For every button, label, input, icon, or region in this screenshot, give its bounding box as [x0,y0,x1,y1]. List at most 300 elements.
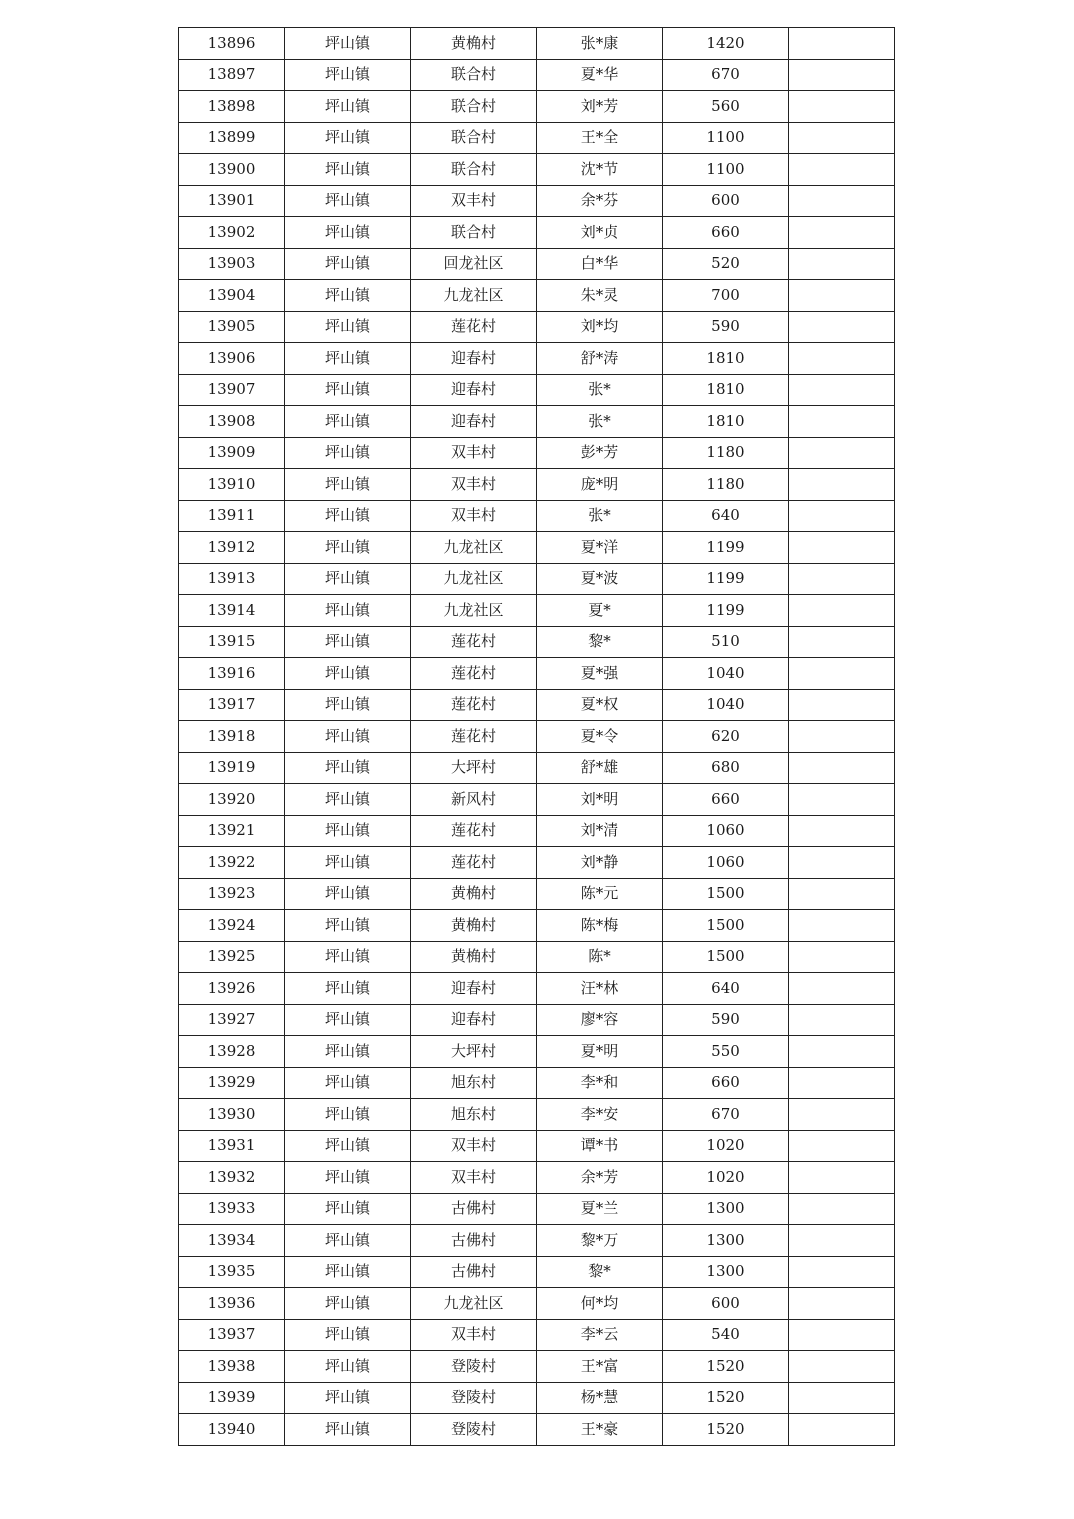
serial-number-cell: 13938 [179,1351,285,1383]
village-cell: 古佛村 [411,1225,537,1257]
name-cell: 刘*贞 [537,217,663,249]
town-cell: 坪山镇 [285,658,411,690]
table-row [179,1288,895,1320]
town-cell: 坪山镇 [285,1319,411,1351]
table-row [179,563,895,595]
table-row [179,1225,895,1257]
town-cell: 坪山镇 [285,280,411,312]
village-cell: 九龙社区 [411,1288,537,1320]
serial-number-cell: 13940 [179,1414,285,1446]
amount-cell: 1300 [663,1256,789,1288]
serial-number-cell: 13915 [179,626,285,658]
name-cell: 张*康 [537,28,663,60]
village-cell: 黄桷村 [411,941,537,973]
town-cell: 坪山镇 [285,500,411,532]
amount-cell: 590 [663,1004,789,1036]
table-row [179,1319,895,1351]
serial-number-cell: 13912 [179,532,285,564]
village-cell: 双丰村 [411,1162,537,1194]
amount-cell: 590 [663,311,789,343]
table-row [179,185,895,217]
name-cell: 彭*芳 [537,437,663,469]
name-cell: 刘*明 [537,784,663,816]
note-cell [789,752,895,784]
amount-cell: 1060 [663,815,789,847]
town-cell: 坪山镇 [285,91,411,123]
town-cell: 坪山镇 [285,1162,411,1194]
town-cell: 坪山镇 [285,1225,411,1257]
note-cell [789,941,895,973]
table-row [179,311,895,343]
serial-number-cell: 13921 [179,815,285,847]
note-cell [789,1099,895,1131]
table-row [179,973,895,1005]
amount-cell: 1520 [663,1382,789,1414]
town-cell: 坪山镇 [285,1351,411,1383]
table-row [179,1256,895,1288]
amount-cell: 550 [663,1036,789,1068]
serial-number-cell: 13908 [179,406,285,438]
village-cell: 联合村 [411,217,537,249]
table-row [179,878,895,910]
serial-number-cell: 13926 [179,973,285,1005]
table-row [179,815,895,847]
table-row [179,469,895,501]
serial-number-cell: 13919 [179,752,285,784]
village-cell: 九龙社区 [411,280,537,312]
serial-number-cell: 13907 [179,374,285,406]
name-cell: 陈*元 [537,878,663,910]
town-cell: 坪山镇 [285,689,411,721]
serial-number-cell: 13928 [179,1036,285,1068]
town-cell: 坪山镇 [285,217,411,249]
note-cell [789,658,895,690]
amount-cell: 1060 [663,847,789,879]
serial-number-cell: 13898 [179,91,285,123]
town-cell: 坪山镇 [285,1099,411,1131]
table-row [179,406,895,438]
table-row [179,217,895,249]
serial-number-cell: 13904 [179,280,285,312]
table-row [179,847,895,879]
note-cell [789,437,895,469]
serial-number-cell: 13922 [179,847,285,879]
serial-number-cell: 13927 [179,1004,285,1036]
amount-cell: 1020 [663,1162,789,1194]
note-cell [789,500,895,532]
town-cell: 坪山镇 [285,374,411,406]
table-row [179,1162,895,1194]
name-cell: 黎* [537,1256,663,1288]
serial-number-cell: 13897 [179,59,285,91]
note-cell [789,626,895,658]
town-cell: 坪山镇 [285,626,411,658]
table-row [179,941,895,973]
name-cell: 刘*芳 [537,91,663,123]
table-row [179,595,895,627]
amount-cell: 1199 [663,595,789,627]
village-cell: 古佛村 [411,1256,537,1288]
table-row [179,1130,895,1162]
village-cell: 九龙社区 [411,595,537,627]
village-cell: 九龙社区 [411,532,537,564]
serial-number-cell: 13923 [179,878,285,910]
name-cell: 夏*兰 [537,1193,663,1225]
village-cell: 登陵村 [411,1382,537,1414]
note-cell [789,563,895,595]
amount-cell: 620 [663,721,789,753]
serial-number-cell: 13934 [179,1225,285,1257]
town-cell: 坪山镇 [285,122,411,154]
table-row [179,280,895,312]
note-cell [789,217,895,249]
town-cell: 坪山镇 [285,847,411,879]
note-cell [789,784,895,816]
name-cell: 夏*华 [537,59,663,91]
town-cell: 坪山镇 [285,185,411,217]
village-cell: 新风村 [411,784,537,816]
note-cell [789,1414,895,1446]
serial-number-cell: 13933 [179,1193,285,1225]
table-row [179,1004,895,1036]
name-cell: 张* [537,406,663,438]
note-cell [789,1351,895,1383]
town-cell: 坪山镇 [285,973,411,1005]
note-cell [789,280,895,312]
name-cell: 陈*梅 [537,910,663,942]
town-cell: 坪山镇 [285,248,411,280]
serial-number-cell: 13903 [179,248,285,280]
note-cell [789,1288,895,1320]
town-cell: 坪山镇 [285,437,411,469]
town-cell: 坪山镇 [285,910,411,942]
town-cell: 坪山镇 [285,469,411,501]
village-cell: 莲花村 [411,689,537,721]
name-cell: 余*芳 [537,1162,663,1194]
note-cell [789,1256,895,1288]
village-cell: 黄桷村 [411,878,537,910]
town-cell: 坪山镇 [285,154,411,186]
town-cell: 坪山镇 [285,1193,411,1225]
village-cell: 联合村 [411,59,537,91]
serial-number-cell: 13936 [179,1288,285,1320]
serial-number-cell: 13909 [179,437,285,469]
note-cell [789,1225,895,1257]
amount-cell: 1100 [663,154,789,186]
town-cell: 坪山镇 [285,721,411,753]
table-row [179,1099,895,1131]
name-cell: 夏*令 [537,721,663,753]
table-row [179,752,895,784]
village-cell: 莲花村 [411,847,537,879]
serial-number-cell: 13910 [179,469,285,501]
serial-number-cell: 13939 [179,1382,285,1414]
village-cell: 迎春村 [411,406,537,438]
amount-cell: 1500 [663,910,789,942]
note-cell [789,910,895,942]
town-cell: 坪山镇 [285,784,411,816]
amount-cell: 520 [663,248,789,280]
subsidy-table [178,27,895,1446]
village-cell: 莲花村 [411,311,537,343]
table-row [179,437,895,469]
name-cell: 白*华 [537,248,663,280]
amount-cell: 600 [663,1288,789,1320]
name-cell: 张* [537,374,663,406]
table-row [179,689,895,721]
town-cell: 坪山镇 [285,59,411,91]
village-cell: 莲花村 [411,626,537,658]
town-cell: 坪山镇 [285,815,411,847]
name-cell: 沈*节 [537,154,663,186]
serial-number-cell: 13935 [179,1256,285,1288]
amount-cell: 1500 [663,941,789,973]
amount-cell: 1100 [663,122,789,154]
town-cell: 坪山镇 [285,878,411,910]
town-cell: 坪山镇 [285,1288,411,1320]
note-cell [789,122,895,154]
town-cell: 坪山镇 [285,1414,411,1446]
amount-cell: 1199 [663,532,789,564]
name-cell: 张* [537,500,663,532]
village-cell: 双丰村 [411,500,537,532]
note-cell [789,1036,895,1068]
amount-cell: 1180 [663,469,789,501]
serial-number-cell: 13901 [179,185,285,217]
village-cell: 古佛村 [411,1193,537,1225]
serial-number-cell: 13905 [179,311,285,343]
table-row [179,154,895,186]
note-cell [789,406,895,438]
table-row [179,343,895,375]
village-cell: 大坪村 [411,752,537,784]
table-row [179,248,895,280]
amount-cell: 1520 [663,1414,789,1446]
name-cell: 余*芬 [537,185,663,217]
amount-cell: 680 [663,752,789,784]
serial-number-cell: 13929 [179,1067,285,1099]
table-row [179,1351,895,1383]
amount-cell: 640 [663,973,789,1005]
amount-cell: 670 [663,1099,789,1131]
serial-number-cell: 13914 [179,595,285,627]
serial-number-cell: 13931 [179,1130,285,1162]
amount-cell: 1020 [663,1130,789,1162]
name-cell: 王*富 [537,1351,663,1383]
note-cell [789,374,895,406]
village-cell: 迎春村 [411,973,537,1005]
name-cell: 舒*雄 [537,752,663,784]
serial-number-cell: 13911 [179,500,285,532]
name-cell: 夏*波 [537,563,663,595]
serial-number-cell: 13937 [179,1319,285,1351]
table-row [179,1036,895,1068]
note-cell [789,28,895,60]
village-cell: 九龙社区 [411,563,537,595]
name-cell: 黎*万 [537,1225,663,1257]
amount-cell: 560 [663,91,789,123]
amount-cell: 1420 [663,28,789,60]
name-cell: 谭*书 [537,1130,663,1162]
name-cell: 王*豪 [537,1414,663,1446]
amount-cell: 600 [663,185,789,217]
serial-number-cell: 13899 [179,122,285,154]
village-cell: 登陵村 [411,1414,537,1446]
name-cell: 汪*林 [537,973,663,1005]
town-cell: 坪山镇 [285,532,411,564]
note-cell [789,815,895,847]
serial-number-cell: 13913 [179,563,285,595]
note-cell [789,1319,895,1351]
table-row [179,1067,895,1099]
name-cell: 夏*明 [537,1036,663,1068]
town-cell: 坪山镇 [285,343,411,375]
serial-number-cell: 13918 [179,721,285,753]
serial-number-cell: 13932 [179,1162,285,1194]
note-cell [789,311,895,343]
town-cell: 坪山镇 [285,1067,411,1099]
village-cell: 双丰村 [411,1319,537,1351]
serial-number-cell: 13896 [179,28,285,60]
serial-number-cell: 13925 [179,941,285,973]
table-row [179,59,895,91]
amount-cell: 1300 [663,1225,789,1257]
village-cell: 大坪村 [411,1036,537,1068]
name-cell: 李*和 [537,1067,663,1099]
note-cell [789,1193,895,1225]
table-row [179,910,895,942]
note-cell [789,1067,895,1099]
note-cell [789,1162,895,1194]
name-cell: 李*云 [537,1319,663,1351]
table-row [179,28,895,60]
village-cell: 迎春村 [411,343,537,375]
note-cell [789,248,895,280]
name-cell: 夏*强 [537,658,663,690]
name-cell: 舒*涛 [537,343,663,375]
village-cell: 双丰村 [411,437,537,469]
table-row [179,721,895,753]
amount-cell: 540 [663,1319,789,1351]
serial-number-cell: 13906 [179,343,285,375]
name-cell: 杨*慧 [537,1382,663,1414]
town-cell: 坪山镇 [285,28,411,60]
serial-number-cell: 13924 [179,910,285,942]
table-row [179,374,895,406]
town-cell: 坪山镇 [285,563,411,595]
town-cell: 坪山镇 [285,1382,411,1414]
table-row [179,626,895,658]
note-cell [789,469,895,501]
name-cell: 夏*权 [537,689,663,721]
serial-number-cell: 13902 [179,217,285,249]
name-cell: 庞*明 [537,469,663,501]
town-cell: 坪山镇 [285,1036,411,1068]
serial-number-cell: 13916 [179,658,285,690]
amount-cell: 660 [663,217,789,249]
amount-cell: 1500 [663,878,789,910]
village-cell: 迎春村 [411,374,537,406]
village-cell: 双丰村 [411,469,537,501]
town-cell: 坪山镇 [285,311,411,343]
note-cell [789,721,895,753]
village-cell: 旭东村 [411,1067,537,1099]
name-cell: 刘*均 [537,311,663,343]
serial-number-cell: 13917 [179,689,285,721]
table-row [179,1414,895,1446]
village-cell: 旭东村 [411,1099,537,1131]
table-row [179,784,895,816]
table-body [179,28,895,1446]
amount-cell: 1520 [663,1351,789,1383]
village-cell: 双丰村 [411,185,537,217]
note-cell [789,532,895,564]
amount-cell: 1040 [663,658,789,690]
table-row [179,500,895,532]
village-cell: 联合村 [411,91,537,123]
village-cell: 双丰村 [411,1130,537,1162]
note-cell [789,59,895,91]
table-row [179,1382,895,1414]
amount-cell: 1810 [663,343,789,375]
serial-number-cell: 13920 [179,784,285,816]
name-cell: 刘*清 [537,815,663,847]
table-row [179,91,895,123]
name-cell: 夏* [537,595,663,627]
amount-cell: 1810 [663,374,789,406]
name-cell: 夏*洋 [537,532,663,564]
note-cell [789,1130,895,1162]
town-cell: 坪山镇 [285,752,411,784]
table-row [179,532,895,564]
name-cell: 朱*灵 [537,280,663,312]
note-cell [789,185,895,217]
town-cell: 坪山镇 [285,595,411,627]
village-cell: 黄桷村 [411,910,537,942]
village-cell: 联合村 [411,154,537,186]
town-cell: 坪山镇 [285,406,411,438]
village-cell: 联合村 [411,122,537,154]
note-cell [789,847,895,879]
name-cell: 何*均 [537,1288,663,1320]
amount-cell: 1810 [663,406,789,438]
town-cell: 坪山镇 [285,1004,411,1036]
serial-number-cell: 13900 [179,154,285,186]
amount-cell: 1040 [663,689,789,721]
note-cell [789,595,895,627]
amount-cell: 660 [663,784,789,816]
serial-number-cell: 13930 [179,1099,285,1131]
note-cell [789,973,895,1005]
note-cell [789,154,895,186]
amount-cell: 700 [663,280,789,312]
note-cell [789,343,895,375]
village-cell: 登陵村 [411,1351,537,1383]
table-row [179,122,895,154]
village-cell: 迎春村 [411,1004,537,1036]
amount-cell: 640 [663,500,789,532]
amount-cell: 660 [663,1067,789,1099]
amount-cell: 1199 [663,563,789,595]
table-row [179,1193,895,1225]
name-cell: 廖*容 [537,1004,663,1036]
amount-cell: 1180 [663,437,789,469]
table-row [179,658,895,690]
village-cell: 黄桷村 [411,28,537,60]
village-cell: 莲花村 [411,721,537,753]
note-cell [789,91,895,123]
town-cell: 坪山镇 [285,1256,411,1288]
